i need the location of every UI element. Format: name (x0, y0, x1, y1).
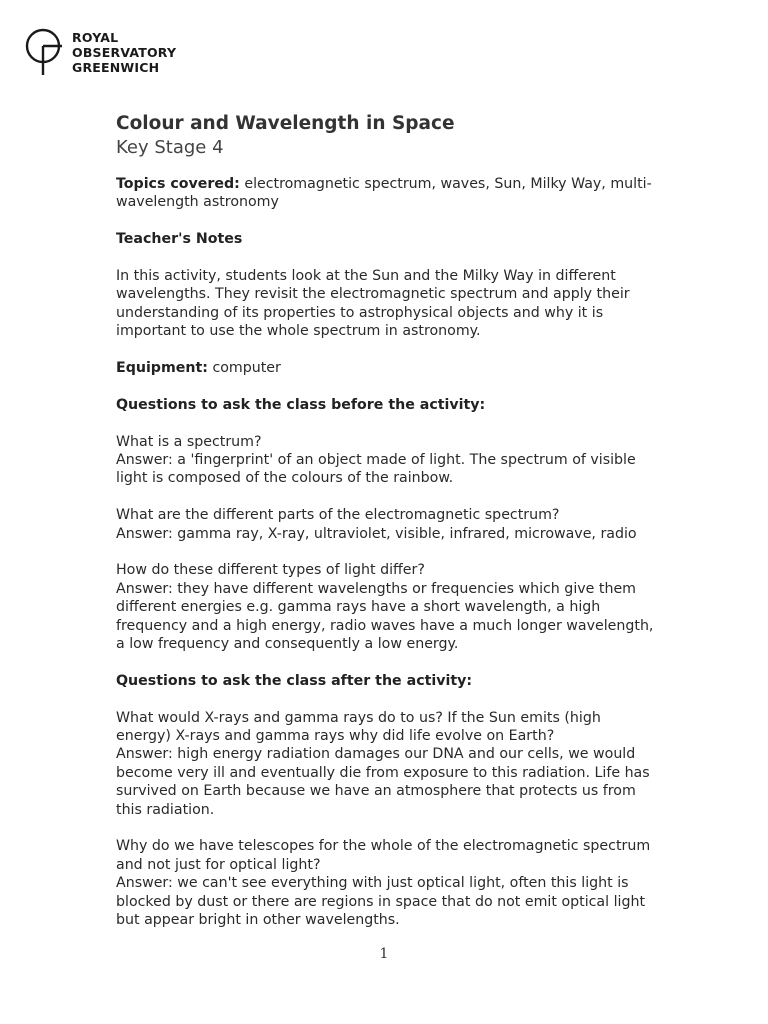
question: How do these different types of light differ? (116, 562, 425, 579)
equipment-value: computer (207, 360, 281, 377)
question: What is a spectrum? (116, 433, 262, 450)
answer: Answer: we can't see everything with just optical light, often this light is blocked by dust or there are regions in space that do not emit optical light but appear bright in other wavelengths. (116, 875, 646, 929)
royal-observatory-logo (24, 28, 176, 76)
question: Why do we have telescopes for the whole of the electromagnetic spectrum and not just for optical light? (116, 838, 651, 873)
answer: Answer: gamma ray, X-ray, ultraviolet, visible, infrared, microwave, radio (116, 525, 637, 542)
answer: Answer: a 'fingerprint' of an object made of light. The spectrum of visible light is composed of the colours of the rainbow. (116, 452, 636, 487)
document-title: Colour and Wavelength in Space (116, 113, 455, 134)
after-activity-heading: Questions to ask the class after the activity: (116, 672, 473, 689)
qa-block (116, 837, 656, 929)
topics-covered (116, 175, 656, 212)
qa-block (116, 561, 656, 653)
logo-line-observatory: OBSERVATORY (72, 45, 177, 60)
equipment-label: Equipment: (116, 360, 208, 377)
qa-block (116, 433, 656, 488)
topics-label: Topics covered: (116, 176, 240, 192)
document-body (116, 112, 656, 948)
intro-paragraph: In this activity, students look at the Sun and the Milky Way in different wavelengths. They revisit the electromagnetic spectrum and apply their understanding of its properties to astrophysical objects and why it is important to use the whole spectrum in astronomy. (116, 268, 630, 340)
logo-line-greenwich: GREENWICH (72, 60, 160, 75)
teachers-notes-heading: Teacher's Notes (116, 231, 243, 248)
logo-wordmark (72, 30, 176, 75)
qa-block (116, 506, 656, 543)
answer: Answer: high energy radiation damages our DNA and our cells, we would become very ill and eventually die from exposure to this radiation. Life has survived on Earth because we have an atmosphere that protects us from this radiation. (116, 746, 650, 818)
qa-block (116, 709, 656, 819)
topics-value: electromagnetic spectrum, waves, Sun, Milky Way, multi-wavelength astronomy (116, 176, 652, 211)
answer: Answer: they have different wavelengths or frequencies which give them different energies e.g. gamma rays have a short wavelength, a high frequency and a high energy, radio waves have a much longer wavelength, a low frequency and consequently a low energy. (116, 580, 654, 653)
before-activity-heading: Questions to ask the class before the activity: (116, 396, 486, 413)
page-number: 1 (379, 946, 389, 962)
document-subtitle: Key Stage 4 (116, 137, 224, 158)
equipment (116, 359, 656, 377)
question: What would X-rays and gamma rays do to us? If the Sun emits (high energy) X-rays and gamma rays why did life evolve on Earth? (116, 709, 601, 745)
question: What are the different parts of the electromagnetic spectrum? (116, 507, 560, 524)
logo-line-royal: ROYAL (72, 30, 119, 45)
observatory-logo-icon (24, 28, 66, 76)
